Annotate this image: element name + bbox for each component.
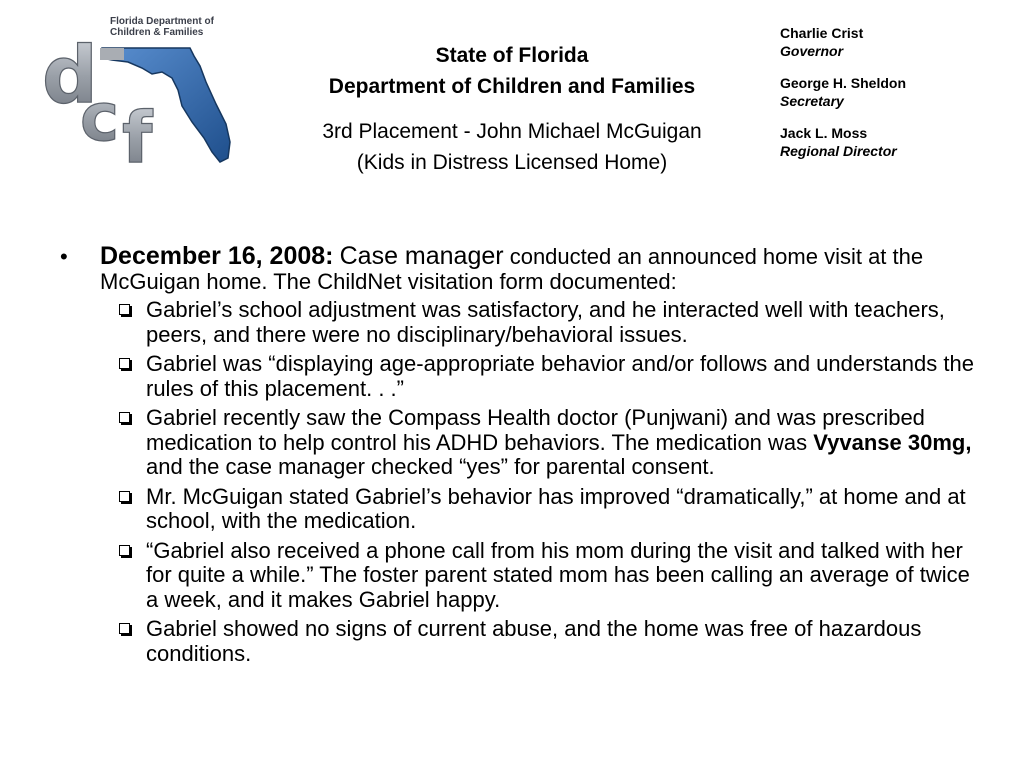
item-text-before: Gabriel recently saw the Compass Health doctor (Punjwani) and was prescribed medication to help control his ADHD behaviors. The medication was bbox=[146, 405, 925, 455]
item-text: Mr. McGuigan stated Gabriel’s behavior has improved “dramatically,” at home and at school, with the medication. bbox=[146, 483, 966, 533]
checkbox-bullet-icon bbox=[119, 358, 130, 369]
svg-text:d: d bbox=[42, 31, 98, 121]
official-title: Governor bbox=[780, 43, 844, 59]
dcf-logo bbox=[40, 12, 240, 170]
list-item bbox=[56, 539, 976, 613]
list-item bbox=[56, 298, 976, 347]
header-placement: 3rd Placement - John Michael McGuigan bbox=[322, 120, 702, 143]
medication-name: Vyvanse 30mg, bbox=[813, 429, 972, 455]
list-item bbox=[56, 485, 976, 534]
item-text: Gabriel showed no signs of current abuse, and the home was free of hazardous conditions. bbox=[146, 616, 922, 666]
visit-date: December 16, 2008: bbox=[100, 242, 334, 270]
header-department: Department of Children and Families bbox=[328, 75, 696, 98]
slide-content bbox=[56, 244, 976, 671]
bullet-icon: • bbox=[60, 244, 68, 269]
item-text: Gabriel’s school adjustment was satisfactory, and he interacted well with teachers, peers, and there were no disciplinary/behavioral issues. bbox=[146, 297, 945, 347]
official-governor bbox=[780, 24, 1010, 60]
finding-list bbox=[56, 298, 976, 666]
case-manager-label: Case manager bbox=[339, 242, 504, 270]
svg-text:f: f bbox=[122, 97, 153, 170]
list-item bbox=[56, 352, 976, 401]
official-name: George H. Sheldon bbox=[780, 75, 907, 91]
item-text: Gabriel was “displaying age-appropriate behavior and/or follows and understands the rules of this placement. . .” bbox=[146, 351, 974, 401]
checkbox-bullet-icon bbox=[119, 623, 130, 634]
svg-text:c: c bbox=[80, 79, 120, 156]
checkbox-bullet-icon bbox=[119, 304, 130, 315]
logo-line-2: Children & Families bbox=[110, 27, 204, 38]
logo-line-1: Florida Department of bbox=[110, 16, 214, 27]
header-home: (Kids in Distress Licensed Home) bbox=[356, 151, 668, 174]
checkbox-bullet-icon bbox=[119, 545, 130, 556]
header-state: State of Florida bbox=[435, 44, 589, 67]
item-text-after: and the case manager checked “yes” for parental consent. bbox=[146, 454, 715, 479]
official-name: Jack L. Moss bbox=[780, 125, 868, 141]
intro-text: conducted an announced home visit at the McGuigan home. The ChildNet visitation form documented: bbox=[100, 244, 924, 294]
official-name: Charlie Crist bbox=[780, 25, 864, 41]
checkbox-bullet-icon bbox=[119, 491, 130, 502]
official-title: Secretary bbox=[780, 93, 844, 109]
item-text: “Gabriel also received a phone call from his mom during the visit and talked with her for quite a while.” The foster parent stated mom has been calling an average of twice a week, and it makes Gabriel happy. bbox=[146, 537, 970, 612]
official-secretary bbox=[780, 74, 1010, 110]
officials-list bbox=[780, 24, 1010, 174]
list-item bbox=[56, 406, 976, 480]
list-item bbox=[56, 617, 976, 666]
official-regional-director bbox=[780, 124, 1010, 160]
main-bullet bbox=[56, 244, 976, 294]
official-title: Regional Director bbox=[780, 143, 897, 159]
checkbox-bullet-icon bbox=[119, 412, 130, 423]
